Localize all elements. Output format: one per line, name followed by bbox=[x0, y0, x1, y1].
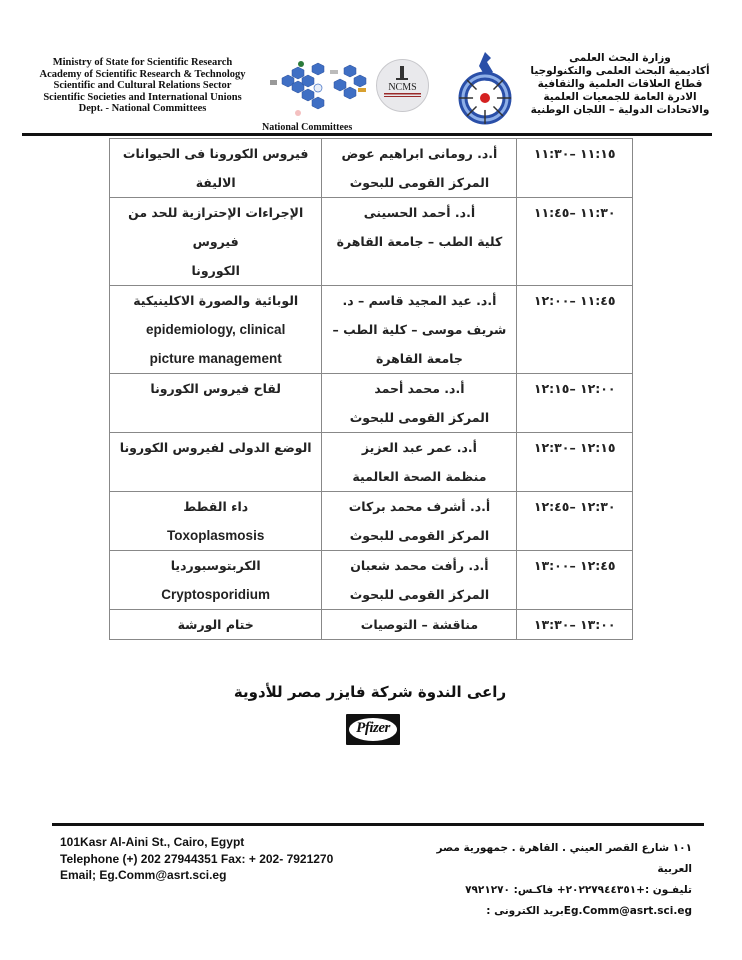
header-arabic-line: والاتحادات الدولية – اللجان الوطنية bbox=[530, 104, 710, 116]
topic-line: الكربتوسبورديا bbox=[170, 558, 261, 573]
speaker-line: المركز القومى للبحوث bbox=[349, 410, 490, 425]
session-speaker bbox=[322, 139, 517, 198]
session-topic bbox=[110, 198, 322, 286]
speaker-line: أ.د. أشرف محمد بركات bbox=[348, 499, 491, 514]
header-arabic-line: قطاع العلاقات العلمية والثقافية bbox=[537, 78, 703, 90]
topic-line: داء القطط bbox=[183, 499, 249, 514]
topic-line: الاليفة bbox=[195, 175, 236, 190]
speaker-line: أ.د. عمر عبد العزيز bbox=[361, 440, 477, 455]
header-english-block bbox=[30, 57, 255, 115]
speaker-line: أ.د. محمد أحمد bbox=[374, 381, 465, 396]
speaker-line: جامعة القاهرة bbox=[375, 351, 463, 366]
session-topic bbox=[110, 139, 322, 198]
schedule-row bbox=[110, 374, 633, 433]
session-speaker bbox=[322, 374, 517, 433]
footer-arabic-block bbox=[400, 838, 692, 922]
academy-logo bbox=[455, 48, 515, 126]
session-time: ١٢:٤٥ –١٣:٠٠ bbox=[517, 551, 633, 610]
session-time: ١١:٣٠ –١١:٤٥ bbox=[517, 198, 633, 286]
pfizer-logo-text: Pfizer bbox=[356, 720, 390, 736]
session-time: ١٢:٣٠ –١٢:٤٥ bbox=[517, 492, 633, 551]
speaker-line: مناقشة – التوصيات bbox=[360, 617, 479, 632]
schedule-row bbox=[110, 551, 633, 610]
schedule-row bbox=[110, 433, 633, 492]
header-english-line: Academy of Scientific Research & Technology bbox=[39, 68, 246, 80]
session-speaker bbox=[322, 198, 517, 286]
header-arabic-line: وزارة البحث العلمى bbox=[569, 52, 671, 64]
speaker-line: أ.د. أحمد الحسينى bbox=[363, 205, 476, 220]
header-divider bbox=[22, 133, 712, 136]
session-topic bbox=[110, 433, 322, 492]
session-time: ١٣:٠٠ –١٣:٣٠ bbox=[517, 610, 633, 640]
session-topic bbox=[110, 374, 322, 433]
topic-line: الإجراءات الإحترازية للحد من فيروس bbox=[128, 205, 304, 249]
footer-english-block bbox=[60, 834, 390, 884]
topic-line: epidemiology, clinical bbox=[146, 322, 286, 337]
speaker-line: منظمة الصحة العالمية bbox=[352, 469, 487, 484]
header-english-line: Dept. - National Committees bbox=[78, 103, 207, 114]
speaker-line: المركز القومى للبحوث bbox=[349, 528, 490, 543]
national-committees-label: National Committees bbox=[262, 122, 353, 133]
footer-arabic-address: ١٠١ شارع القصر العيني . القاهرة . جمهورية مصر العربية bbox=[436, 842, 692, 875]
topic-line: ختام الورشة bbox=[177, 617, 254, 632]
session-topic bbox=[110, 610, 322, 640]
topic-line: Toxoplasmosis bbox=[167, 528, 265, 543]
session-speaker bbox=[322, 433, 517, 492]
sponsor-text: راعى الندوة شركة فايزر مصر للأدوية bbox=[233, 683, 507, 701]
session-speaker bbox=[322, 492, 517, 551]
footer-arabic-phone-fax: تليفـون :+٢٠٢٢٧٩٤٤٣٥١+ فاكـس: ٧٩٢١٢٧٠ bbox=[465, 884, 692, 896]
session-time: ١١:٤٥ –١٢:٠٠ bbox=[517, 286, 633, 374]
session-speaker bbox=[322, 551, 517, 610]
session-topic bbox=[110, 492, 322, 551]
topic-line: فيروس الكورونا فى الحيوانات bbox=[122, 146, 309, 161]
session-time: ١٢:١٥ –١٢:٣٠ bbox=[517, 433, 633, 492]
speaker-line: المركز القومى للبحوث bbox=[349, 175, 490, 190]
topic-line: الكورونا bbox=[191, 263, 240, 278]
session-speaker bbox=[322, 610, 517, 640]
schedule-table bbox=[109, 138, 633, 640]
header-english-line: Scientific Societies and International Unions bbox=[43, 91, 242, 103]
ncms-logo-text: NCMS bbox=[388, 82, 417, 93]
ncms-logo bbox=[375, 58, 430, 113]
footer-email: Email; Eg.Comm@asrt.sci.eg bbox=[60, 868, 227, 882]
speaker-line: المركز القومى للبحوث bbox=[349, 587, 490, 602]
footer-divider bbox=[52, 823, 704, 826]
speaker-line: أ.د. رأفت محمد شعبان bbox=[350, 558, 489, 573]
header-arabic-line: الادرة العامة للجمعيات العلمية bbox=[543, 91, 697, 103]
header-arabic-line: أكاديمية البحث العلمى والتكنولوجيا bbox=[530, 65, 710, 77]
pfizer-logo bbox=[346, 714, 400, 745]
header-english-line: Scientific and Cultural Relations Sector bbox=[53, 80, 232, 91]
footer-arabic-email: Eg.Comm@asrt.sci.egبريد الكترونى : bbox=[486, 905, 692, 917]
footer-address: 101Kasr Al-Aini St., Cairo, Egypt bbox=[60, 835, 245, 849]
speaker-line: أ.د. عيد المجيد قاسم – د. bbox=[342, 293, 497, 308]
national-committees-logo bbox=[268, 60, 373, 120]
speaker-line: شريف موسى – كلية الطب – bbox=[332, 322, 507, 337]
session-topic bbox=[110, 551, 322, 610]
topic-line: picture management bbox=[149, 351, 282, 366]
topic-line: لقاح فيروس الكورونا bbox=[150, 381, 281, 396]
session-time: ١٢:٠٠ –١٢:١٥ bbox=[517, 374, 633, 433]
session-speaker bbox=[322, 286, 517, 374]
session-time: ١١:١٥ –١١:٣٠ bbox=[517, 139, 633, 198]
speaker-line: كلية الطب – جامعة القاهرة bbox=[336, 234, 503, 249]
header-arabic-block bbox=[515, 52, 725, 117]
schedule-row bbox=[110, 139, 633, 198]
schedule-row bbox=[110, 610, 633, 640]
topic-line: الوضع الدولى لفيروس الكورونا bbox=[119, 440, 312, 455]
topic-line: الوبائية والصورة الاكلينيكية bbox=[133, 293, 299, 308]
footer-phone-fax: Telephone (+) 202 27944351 Fax: + 202- 7921270 bbox=[60, 851, 334, 866]
schedule-row bbox=[110, 198, 633, 286]
session-topic bbox=[110, 286, 322, 374]
header-english-line: Ministry of State for Scientific Research bbox=[52, 57, 233, 68]
schedule-row bbox=[110, 492, 633, 551]
speaker-line: أ.د. رومانى ابراهيم عوض bbox=[341, 146, 498, 161]
schedule-row bbox=[110, 286, 633, 374]
topic-line: Cryptosporidium bbox=[161, 587, 271, 602]
